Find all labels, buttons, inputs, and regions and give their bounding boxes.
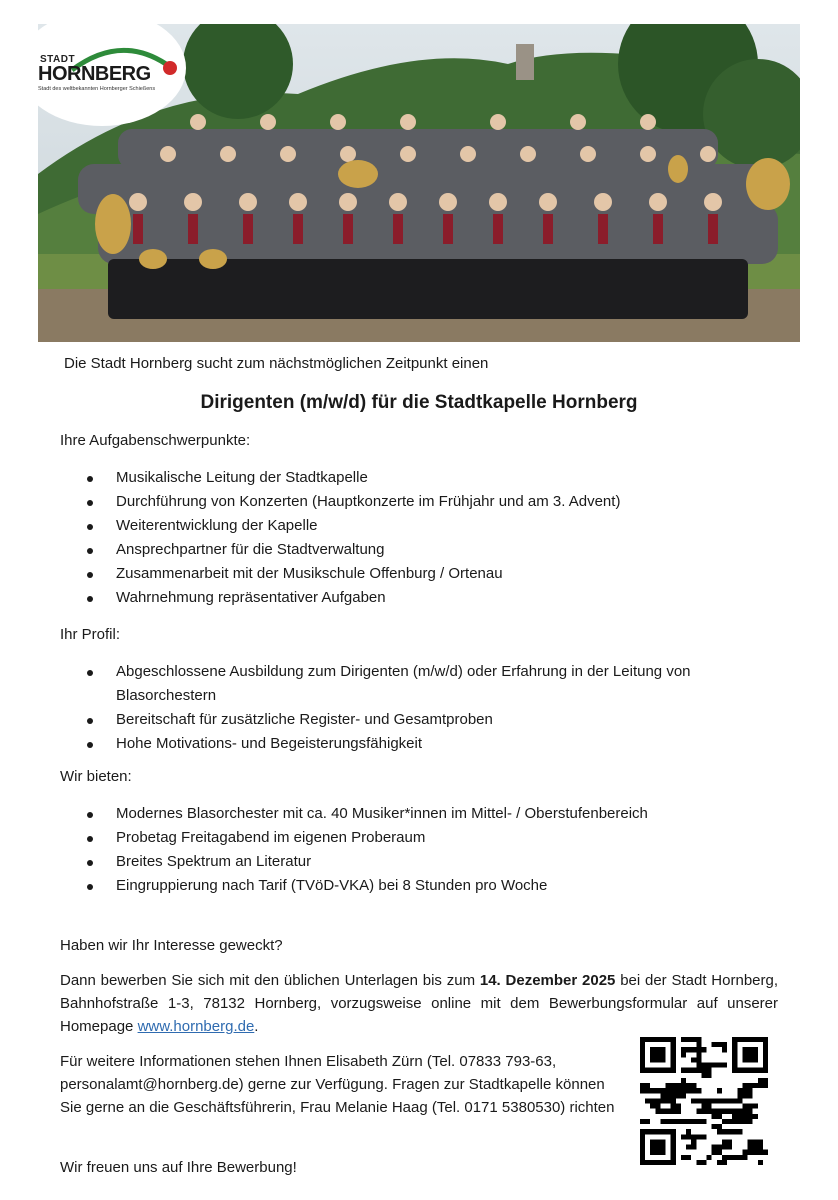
bullet-icon: [87, 596, 93, 602]
bullet-icon: [87, 742, 93, 748]
list-item: Ansprechpartner für die Stadtverwaltung: [60, 538, 780, 562]
apply-text-2: bei der Stadt Hornberg, Bahnhofstraße 1-3, 78132 Hornberg, vorzugsweise online mit dem Bewerbungsformular auf unserer Homepage: [60, 972, 779, 1035]
bullet-icon: [87, 500, 93, 506]
bullet-icon: [87, 812, 93, 818]
profile-label: Ihr Profil:: [60, 626, 121, 643]
list-item: Abgeschlossene Ausbildung zum Dirigenten (m/w/d) oder Erfahrung in der Leitung von Blasorchestern: [60, 660, 780, 708]
homepage-link[interactable]: www.hornberg.de: [137, 1018, 255, 1035]
bullet-icon: [87, 548, 93, 554]
apply-text-3: .: [254, 1018, 259, 1035]
list-item: Musikalische Leitung der Stadtkapelle: [60, 466, 780, 490]
contact-paragraph: Für weitere Informationen stehen Ihnen Elisabeth Zürn (Tel. 07833 793-63, personalamt@hornberg.de) gerne zur Verfügung. Fragen zur Stadtkapelle können Sie gerne an die Geschäftsführerin, Frau Melanie Haag (Tel. 0171 5380530) richten: [60, 1053, 615, 1116]
apply-paragraph: [60, 969, 778, 1038]
bullet-icon: [87, 476, 93, 482]
bullet-icon: [87, 670, 93, 676]
logo-tagline: Stadt des weltbekannten Hornberger Schießens: [38, 86, 156, 92]
list-item: Durchführung von Konzerten (Hauptkonzerte im Frühjahr und am 3. Advent): [60, 490, 780, 514]
bullet-icon: [87, 718, 93, 724]
logo-stadt-text: STADT: [40, 54, 76, 65]
interest-text: Haben wir Ihr Interesse geweckt?: [60, 937, 283, 954]
city-logo: [18, 10, 186, 126]
offer-list: [60, 802, 780, 898]
tasks-list: [60, 466, 780, 610]
qr-code-icon[interactable]: [640, 1037, 768, 1165]
tasks-label: Ihre Aufgabenschwerpunkte:: [60, 432, 251, 449]
closing-text: Wir freuen uns auf Ihre Bewerbung!: [60, 1159, 297, 1176]
bullet-icon: [87, 572, 93, 578]
bullet-icon: [87, 836, 93, 842]
list-item: Probetag Freitagabend im eigenen Proberaum: [60, 826, 780, 850]
page-title: Dirigenten (m/w/d) für die Stadtkapelle Hornberg: [200, 392, 638, 413]
offer-label: Wir bieten:: [60, 768, 132, 785]
bullet-icon: [87, 884, 93, 890]
list-item: Wahrnehmung repräsentativer Aufgaben: [60, 586, 780, 610]
list-item: Modernes Blasorchester mit ca. 40 Musiker*innen im Mittel- / Oberstufenbereich: [60, 802, 780, 826]
deadline: 14. Dezember 2025: [479, 972, 616, 989]
list-item: Breites Spektrum an Literatur: [60, 850, 780, 874]
list-item: Eingruppierung nach Tarif (TVöD-VKA) bei 8 Stunden pro Woche: [60, 874, 780, 898]
profile-list: [60, 660, 780, 756]
bullet-icon: [87, 860, 93, 866]
bullet-icon: [87, 524, 93, 530]
list-item: Zusammenarbeit mit der Musikschule Offenburg / Ortenau: [60, 562, 780, 586]
intro-text: Die Stadt Hornberg sucht zum nächstmöglichen Zeitpunkt einen: [64, 355, 489, 372]
logo-name-text: HORNBERG: [38, 63, 151, 85]
apply-text: Dann bewerben Sie sich mit den üblichen Unterlagen bis zum: [60, 972, 480, 989]
list-item: Weiterentwicklung der Kapelle: [60, 514, 780, 538]
list-item: Bereitschaft für zusätzliche Register- und Gesamtproben: [60, 708, 780, 732]
list-item: Hohe Motivations- und Begeisterungsfähigkeit: [60, 732, 780, 756]
